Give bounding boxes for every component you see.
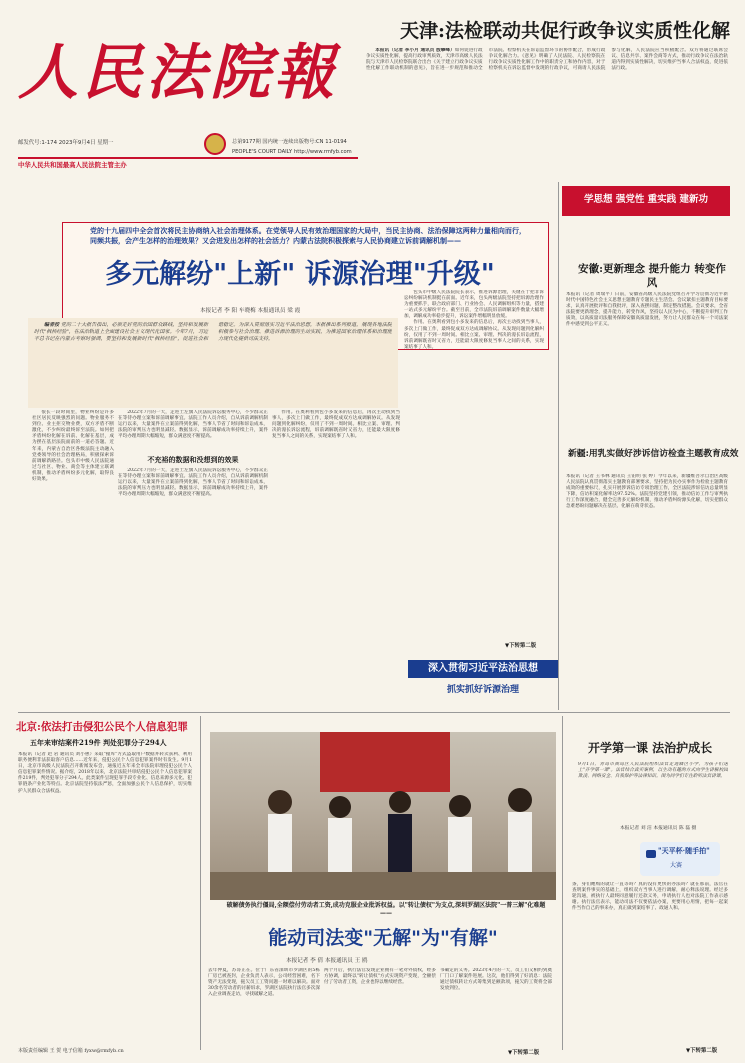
xinjiang-body: 本报讯（记者 王书林 通讯员 王铂明 张 婷）今年以来，新疆维吾尔自治区高级人民法院认真贯彻落实主题教育部署要求，坚持把为民办实事作为检验主题教育成效的重要标尺，扎实开展涉诉信访专项治理工作，全区法院涉诉信访总量明显下降，信访积案化解率达97.52%。法院坚持党建引领，推动信访工作与审判执行工作深度融合，健全完善多元解纷机制，推动矛盾纠纷源头化解，切实把群众急难愁盼问题解决在基层、化解在萌芽状态。 <box>566 474 728 510</box>
shenzhen-byline: 本报记者 李 倩 本报通讯员 王 鸥 <box>286 958 368 964</box>
feature-headline: 多元解纷"上新" 诉源治理"升级" <box>105 259 495 290</box>
website-link[interactable]: http://www.rmfyb.com <box>294 149 352 155</box>
beijing-body: 本报讯（记者 赵 岩 通讯员 刘小惠）采取"撞库"方式盗取用户数据并转卖获利、利用职务便利非法获取客户信息……近年来，侵犯公民个人信息犯罪案件时有发生。9月1日，北京市高级人民法院召开新闻发布会，通报近五年来全市法院审理侵犯公民个人信息犯罪案件情况。据介绍，2018年以来，北京法院共审结侵犯公民个人信息犯罪案件219件，判处犯罪分子294人。此类案件呈现犯罪手段专业化、信息来源多元化、犯罪链条产业化等特点。北京法院坚持依法严惩，全面加强公民个人信息保护，切实维护人民群众合法权益。 <box>18 752 192 794</box>
divider-left <box>200 716 201 1050</box>
photo-caption: 破解债务执行僵局,全额偿付劳动者工资,成功克服企业批诉权益。以"转让债权"为支点,深圳罗湖区法院"一普三解"化难题—— <box>226 902 546 917</box>
top-story-body: 本报讯（记者 李小月 通讯员 殷攀峰）如何促进行政争议实质性化解，提高行政审判质效，天津市高级人民法院与天津市人民检察院联合出台《关于建立行政争议实质性化解工作联动机制的意见》，旨在进一步规范和推动全市法院、检察机关在诉讼监督环节的协作配合，形成行政争议化解合力。《意见》明确了人民法院、人民检察院在行政争议实质性化解工作中的职责分工和协作内容，对于检察机关在诉讼监督中发现的行政争议，可商请人民法院参与化解，人民法院应当积极配合。双方将通过联席会议、信息共享、案件会商等方式，推动行政争议在法治轨道内得到实质性解决，切实维护当事人合法权益，促进依法行政。 <box>366 48 728 72</box>
beijing-headline: 北京:依法打击侵犯公民个人信息犯罪 <box>16 721 188 733</box>
top-story-headline: 天津:法检联动共促行政争议实质性化解 <box>400 20 731 42</box>
xinjiang-headline: 新疆:用乳实做好涉诉信访检查主题教育成效 <box>568 449 739 459</box>
feature-col-1: 很长一段时间里，物业纠纷是许多社区居民反映强烈的问题。物业服务不到位、业主拒交物业费，双方矛盾不断激化，不少纠纷最终诉至法院。如何把矛盾纠纷化解在诉前、化解在基层，成为摆在基层法院面前的一道必答题。近年来，内蒙古自治区各级法院主动融入党委领导的社会治理格局，积极探索诉前调解新路径。包头市中级人民法院通过与社区、物业、商会等主体建立联调机制，推动矛盾纠纷多元化解，取得良好效果。 <box>32 410 114 483</box>
editor-note: 编者按 党的二十大报告指出，必须走好党的治国群众路线，坚持和发展新时代"枫桥经验"，在法治轨道上全面建设社会主义现代化国家。今年7月，习近平总书记在内蒙古考察时强调，要坚持和发展新时代"枫桥经验"，促进社会和谐稳定。为深入贯彻落实习近平法治思想，本报推出系列报道，展现各地法院积极参与社会治理、推进诉源治理的生动实践，为推进国家治理体系和治理能力现代化提供司法支持。 <box>34 322 392 342</box>
editor-note-label: 编者按 <box>44 322 60 328</box>
anhui-headline: 安徽:更新理念 提升能力 转变作风 <box>578 263 726 289</box>
feature-lead: 党的十九届四中全会首次将民主协商纳入社会治理体系。在党领导人民有效治理国家的大局中，当民主协商、法治保障这两种力量相向而行，同频共振，会产生怎样的治理效果？又会迸发出怎样的社会活力？内蒙古法院积极探索与人民协商建立诉前调解机制—— <box>90 226 526 245</box>
masthead-title: 人民法院報 <box>18 38 338 108</box>
photo-school <box>210 732 556 900</box>
policy-banner-text2: 抓实抓好诉源治理 <box>446 685 519 695</box>
shenzhen-jump[interactable]: ▼下转第二版 <box>508 1050 540 1056</box>
masthead-rule <box>18 157 358 159</box>
feature-col-4: 包头市中级人民法院院长表示，推进诉源治理，关键在于把非诉讼纠纷解决机制挺在前面。近年来，包头两级法院坚持把诉源治理作为重要抓手，联合政府部门、行业协会、人民调解组织等力量，搭建一站式多元解纷平台。截至目前，全市法院诉前调解案件数量大幅增加，调解成功率稳步提升，诉讼案件增幅明显放缓。 作用。在奥利看到包小多发来的信息后，再次主动找到当事人，多次上门做工作，最终促成双方达成调解协议。从发现问题到化解纠纷，仅用了不到一周时间。相比立案、审理、判决的漫长诉讼流程，诉前调解既省时又省力，还能最大限度修复当事人之间的关系，实现案结事了人和。 <box>404 290 544 350</box>
column-body: 条，身们她购的就让一直等吗？真的没有更快的办法吗？就在那前，法官在查明案件事实的基础上，组织双方当事人进行调解，耐心释法说理。经过多轮沟通，被执行人最终同意履行还款义务，申请执行人也对法院工作表示感谢。执行法官表示，能动司法不仅要依法办案，更要用心用情，把每一起案件当作自己的事来办，真正做到案结事了、政通人和。 <box>572 882 728 912</box>
feature-subhead: 不充裕的数据和没想到的效果 <box>147 455 239 464</box>
feature-col-3: 作用。在奥利看到包小多发来的信息后，再次主动找到当事人，多次上门做工作，最终促成双方达成调解协议。从发现问题到化解纠纷，仅用了不到一周时间。相比立案、审理、判决的漫长诉讼流程，诉前调解既省时又省力，还能最大限度修复当事人之间的关系，实现案结事了人和。 <box>272 410 400 440</box>
shenzhen-col-1: 去年仲夏，苏哥正在。位于广东省深圳市罗湖区的5栋厂房已被查封，企业负责人表示，公司经营困难，名下资产无法变现，拖欠员工工资问题一时难以解决。面对30余名劳动者的讨薪诉求，罗湖区法院执行法官多次深入企业调查走访，寻找破解之道。 <box>208 968 320 998</box>
column-jump[interactable]: ▼下转第二版 <box>686 1048 718 1054</box>
school-body: 9月1日，青岛市黄岛区人民法院组织法官走进辖区小学，为孩子们送上"开学第一课"。法官结合真实案例，以生动有趣的方式向学生讲解校园欺凌、网络安全、自我保护等法律知识。图为同学们专注聆听法官讲课。 <box>578 762 728 780</box>
masthead <box>18 28 358 160</box>
school-headline: 开学第一课 法治护成长 <box>588 741 713 755</box>
divider-right <box>562 716 563 1050</box>
paper-no: 总第9177期 国内统一连续出版物号:CN 11-0194 <box>232 139 347 145</box>
shenzhen-headline: 能动司法变"无解"为"有解" <box>268 927 498 949</box>
issue-line: 邮发代号:1-174 2023年9月4日 星期一 <box>18 140 114 146</box>
anhui-body: 本报讯（记者 周瑞平）日前，安徽省高级人民法院党组召开学习贯彻习近平新时代中国特色社会主义思想主题教育专题民主生活会。会议紧扣主题教育目标要求，认真开展批评和自我批评，深入查摆问题，制定整改措施。会议要求，全省法院要更新理念，提升能力，转变作风，坚持以人民为中心，不断提升审判工作质效，以高质量司法服务保障安徽高质量发展，努力让人民群众在每一个司法案件中感受到公平正义。 <box>566 292 728 328</box>
feature-col-2: 2022年7月的一天，走进土左旗人民法院诉讼服务中心，不少群众正在等待办理立案和诉前调解事宜。法院工作人员介绍，自从诉前调解机制运行以来，大量案件在立案前得到化解，当事人节省了时间和诉讼成本，法院的审判压力也明显减轻。数据显示，诉前调解成功率持续上升，案件平均办理周期大幅缩短，群众满意度不断提高。 不充裕的数据和没想到的效果 2022年7月的一天，走进土左旗人民法院诉讼服务中心，不少群众正在等待办理立案和诉前调解事宜。法院工作人员介绍，自从诉前调解机制运行以来，大量案件在立案前得到化解，当事人节省了时间和诉讼成本，法院的审判压力也明显减轻。数据显示，诉前调解成功率持续上升，案件平均办理周期大幅缩短，群众满意度不断提高。 <box>118 410 268 498</box>
masthead-org: 中华人民共和国最高人民法院主管主办 <box>18 161 127 169</box>
feature-byline: 本报记者 李 阳 车晓梅 本报通讯员 梁 霞 <box>200 308 301 314</box>
divider-top-right <box>558 182 559 710</box>
shenzhen-col-2: 两个月后，执行法官发现企业拥有一笔对外债权，经多方协调，最终以"转让债权"方式实现资产变现，全额偿付了劳动者工资，企业也得以继续经营。 <box>324 968 436 986</box>
feature-jump[interactable]: ▼下转第二版 <box>505 643 537 649</box>
policy-banner-text1: 深入贯彻习近平法治思想 <box>428 663 538 674</box>
column-subtitle: 大赛 <box>670 862 683 869</box>
camera-icon <box>646 850 656 858</box>
school-credit: 本报记者 刘 洁 本报通讯员 陈 磊 摄 <box>620 826 697 831</box>
photo-figures <box>210 732 556 900</box>
section-rule <box>18 712 730 713</box>
en-name: PEOPLE'S COURT DAILY <box>232 149 293 155</box>
column-title: "天平杯·随手拍" <box>658 846 710 855</box>
court-emblem <box>204 133 226 155</box>
top-story-byline: 本报讯（记者 李小月 通讯员 殷攀峰） <box>375 48 455 53</box>
beijing-subhead: 五年来审结案件219件 判处犯罪分子294人 <box>30 738 167 747</box>
right-banner-text: 学思想 强党性 重实践 建新功 <box>584 194 708 205</box>
shenzhen-col-3: 书确定的义务。2023年4月的一天，员工们又相约到奠厂门口了解案件进展。这次，他们得到了好消息：法院通过债权转让方式筹集到足额款项，拖欠的工资将全部发放到位。 <box>440 968 552 992</box>
beijing-footer: 本版责任编辑 王 贺 电子信箱 fyxw@rmfyb.cn <box>18 1048 124 1054</box>
